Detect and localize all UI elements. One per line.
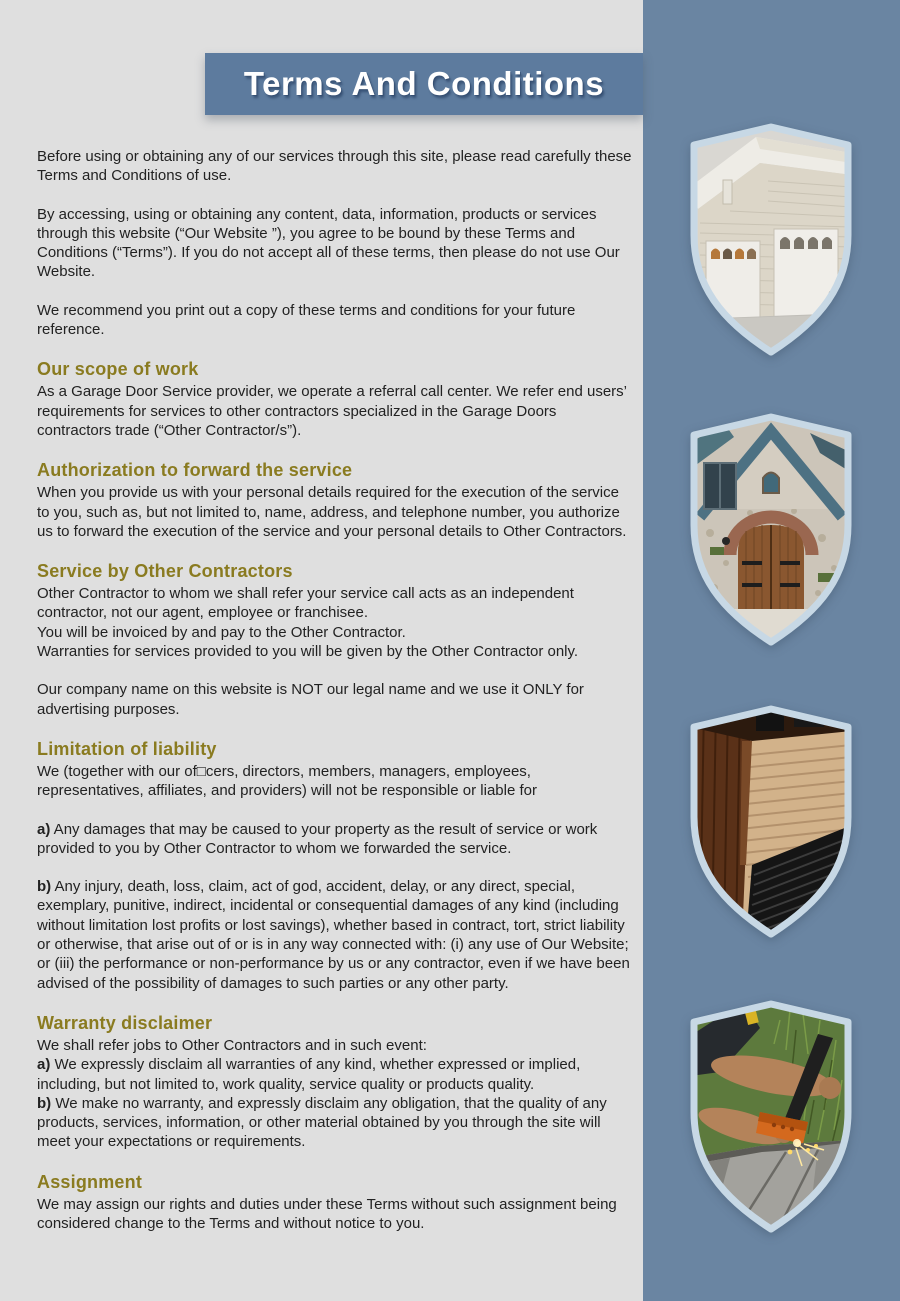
photo-modern-wood-slat-garage-facade: [690, 705, 852, 939]
terms-section: [37, 147, 633, 339]
paragraph: Our company name on this website is NOT our legal name and we use it ONLY for advertising purposes.: [37, 681, 584, 718]
paragraph: Other Contractor to whom we shall refer your service call acts as an independent contractor, not our agent, employee or franchisee.: [37, 585, 574, 622]
section-heading: Warranty disclaimer: [37, 1012, 213, 1033]
section-heading: Assignment: [37, 1171, 143, 1192]
shield-frame-icon: [690, 1000, 852, 1234]
terms-section: [37, 739, 633, 993]
paragraph: a) We expressly disclaim all warranties of any kind, whether expressed or implied, including, but not limited to, work quality, service quality or products quality.: [37, 1056, 581, 1093]
paragraph: Before using or obtaining any of our services through this site, please read carefully these Terms and Conditions of use.: [37, 148, 632, 185]
shield-frame-icon: [690, 123, 852, 357]
photo-white-double-garage-doors: [690, 123, 852, 357]
terms-section: [37, 561, 633, 719]
terms-section: [37, 1172, 633, 1234]
paragraph: b) We make no warranty, and expressly disclaim any obligation, that the quality of any products, services, information, or other material obtained by you through the site will meet your expectations or requirements.: [37, 1094, 607, 1151]
paragraph: As a Garage Door Service provider, we operate a referral call center. We refer end users’ requirements for services to other contractors specialized in the Garage Doors contractors trade (“Other Contractor/s”).: [37, 383, 627, 439]
photo-stone-house-wooden-garage-door: [690, 413, 852, 647]
paragraph: We shall refer jobs to Other Contractors and in such event:: [37, 1036, 427, 1054]
shield-frame-icon: [690, 413, 852, 647]
paragraph: We recommend you print out a copy of these terms and conditions for your future reference.: [37, 301, 576, 339]
paragraph: You will be invoiced by and pay to the Other Contractor.: [37, 623, 406, 641]
paragraph: By accessing, using or obtaining any content, data, information, products or services through this website (“Our Website ”), you agree to be bound by these Terms and Conditions (“Terms”). If you do not accept all of these terms, then please do not use Our Website.: [37, 205, 620, 281]
terms-section: [37, 359, 633, 440]
paragraph: When you provide us with your personal details required for the execution of the service to you, such as, but not limited to, name, address, and telephone number, you authorize us to forward the execution of the service and your personal details to Other Contractors.: [37, 484, 627, 540]
section-heading: Authorization to forward the service: [37, 460, 353, 481]
document-body: [37, 147, 633, 1233]
photo-sidebar: [643, 0, 900, 1301]
section-heading: Limitation of liability: [37, 738, 217, 759]
paragraph: a) Any damages that may be caused to your property as the result of service or work provided to you by Other Contractor to whom we forwarded the service.: [37, 820, 598, 857]
paragraph: We (together with our of□cers, directors, members, managers, employees, representatives, affiliates, and providers) will not be responsible or liable for: [37, 762, 537, 800]
paragraph: Warranties for services provided to you will be given by the Other Contractor only.: [37, 643, 579, 661]
terms-section: [37, 1013, 633, 1152]
paragraph: We may assign our rights and duties under these Terms without such assignment being considered change to the Terms and without notice to you.: [37, 1195, 617, 1232]
photo-technician-welding-garage-door-panel: [690, 1000, 852, 1234]
paragraph: b) Any injury, death, loss, claim, act of god, accident, delay, or any direct, special, exemplary, punitive, indirect, incidental or consequential damages of any kind (including without limitation lost profits or lost savings), whether based in contract, tort, strict liability or otherwise, that arise out of or is in any way connected with: (i) any use of Our Website; or (iii) the performance or non-performance by us or any contractor, even if we have been advised of the possibility of damages to such parties or any other party.: [37, 878, 630, 992]
shield-frame-icon: [690, 705, 852, 939]
section-heading: Service by Other Contractors: [37, 561, 293, 582]
page-title-banner: [205, 53, 643, 115]
page-title: Terms And Conditions: [243, 65, 605, 102]
terms-section: [37, 460, 633, 541]
section-heading: Our scope of work: [37, 359, 199, 380]
